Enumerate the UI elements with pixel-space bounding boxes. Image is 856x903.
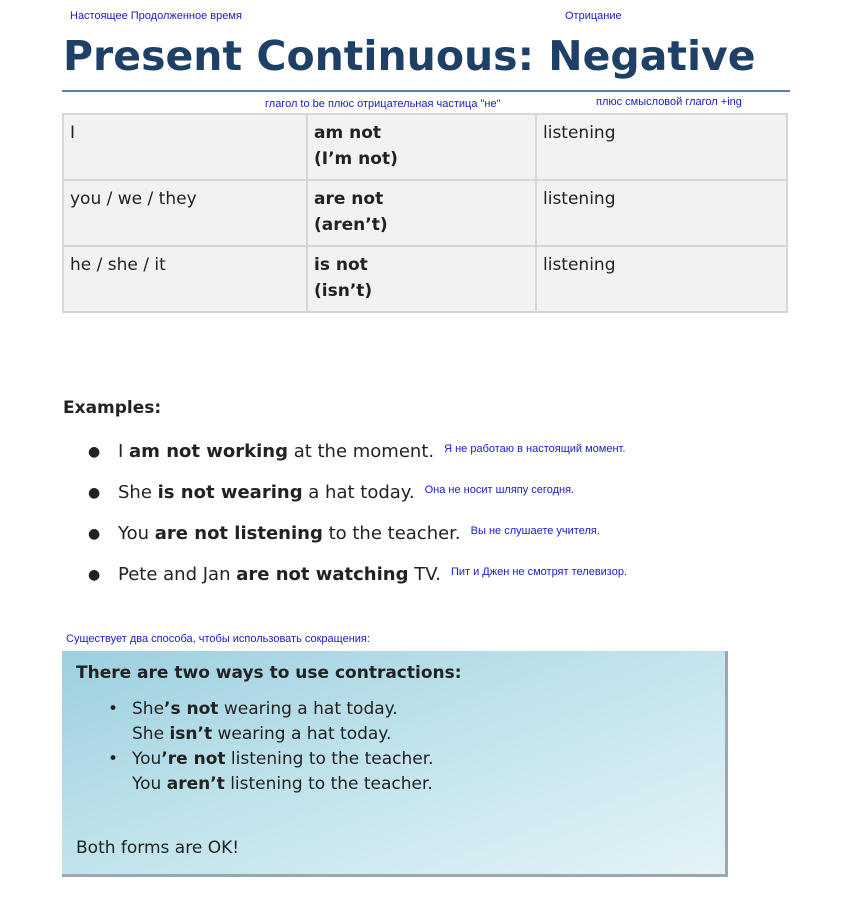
aux-cell (307, 246, 536, 312)
list-item (88, 560, 627, 601)
example-bold: are not listening (154, 523, 323, 544)
example-bold: am not working (129, 441, 288, 462)
example-bold: are not watching (236, 564, 409, 585)
contraction-a-bold: ’re not (161, 749, 226, 769)
example-translation: Она не носит шляпу сегодня. (424, 484, 575, 496)
subject-cell: I (63, 114, 307, 180)
example-translation: Пит и Джен не смотрят телевизор. (450, 566, 628, 578)
contraction-a-pre: She (132, 699, 165, 719)
table-row (63, 180, 787, 246)
contraction-b-bold: isn’t (169, 724, 213, 744)
conjugation-table (62, 113, 788, 313)
bullet-icon: ● (88, 567, 101, 583)
list-item (88, 478, 627, 519)
example-pre: She (118, 482, 158, 503)
list-item (108, 747, 434, 797)
verb-cell: listening (536, 246, 787, 312)
aux-short: (aren’t) (314, 215, 388, 235)
verb-cell: listening (536, 114, 787, 180)
contraction-b-post: listening to the teacher. (224, 774, 433, 794)
contraction-a-bold: ’s not (164, 699, 219, 719)
example-post: at the moment. (287, 441, 435, 462)
aux-short: (I’m not) (314, 149, 398, 169)
page-title: Present Continuous: Negative (63, 32, 756, 80)
bullet-icon: ● (88, 485, 101, 501)
bullet-icon: ● (88, 444, 101, 460)
table-row (63, 246, 787, 312)
contractions-list (108, 697, 434, 797)
aux-full: are not (314, 189, 384, 209)
verb-cell: listening (536, 180, 787, 246)
examples-list (88, 437, 627, 601)
main-verb-annotation: плюс смысловой глагол +ing (596, 96, 742, 108)
contraction-a-pre: You (132, 749, 162, 769)
aux-cell (307, 114, 536, 180)
aux-short: (isn’t) (314, 281, 373, 301)
example-pre: Pete and Jan (118, 564, 237, 585)
bullet-icon: • (108, 699, 119, 719)
subject-cell: you / we / they (63, 180, 307, 246)
example-translation: Вы не слушаете учителя. (470, 525, 600, 537)
aux-full: is not (314, 255, 368, 275)
contraction-b-bold: aren’t (166, 774, 225, 794)
example-post: a hat today. (302, 482, 415, 503)
contraction-b-pre: She (132, 724, 170, 744)
example-bold: is not wearing (157, 482, 303, 503)
subject-cell: he / she / it (63, 246, 307, 312)
example-translation: Я не работаю в настоящий момент. (444, 443, 626, 455)
example-pre: You (118, 523, 155, 544)
ru-topic-label: Настоящее Продолженное время (70, 10, 242, 22)
contraction-b-pre: You (132, 774, 167, 794)
aux-annotation: глагол to be плюс отрицательная частица "не" (265, 98, 501, 110)
contractions-box (62, 651, 728, 877)
list-item (108, 697, 434, 747)
contraction-a-post: listening to the teacher. (225, 749, 434, 769)
aux-full: am not (314, 123, 382, 143)
bullet-icon: ● (88, 526, 101, 542)
contraction-b-post: wearing a hat today. (212, 724, 392, 744)
list-item (88, 519, 627, 560)
example-post: to the teacher. (322, 523, 461, 544)
ru-form-label: Отрицание (565, 10, 622, 22)
example-post: TV. (408, 564, 441, 585)
aux-cell (307, 180, 536, 246)
contraction-a-post: wearing a hat today. (218, 699, 398, 719)
example-pre: I (118, 441, 130, 462)
title-underline (62, 90, 790, 92)
contractions-heading: There are two ways to use contractions: (76, 663, 462, 683)
list-item (88, 437, 627, 478)
contractions-ru-note: Существует два способа, чтобы использовать сокращения: (66, 633, 370, 645)
examples-heading: Examples: (63, 398, 162, 418)
table-row (63, 114, 787, 180)
bullet-icon: • (108, 749, 119, 769)
contractions-footer: Both forms are OK! (76, 838, 240, 858)
